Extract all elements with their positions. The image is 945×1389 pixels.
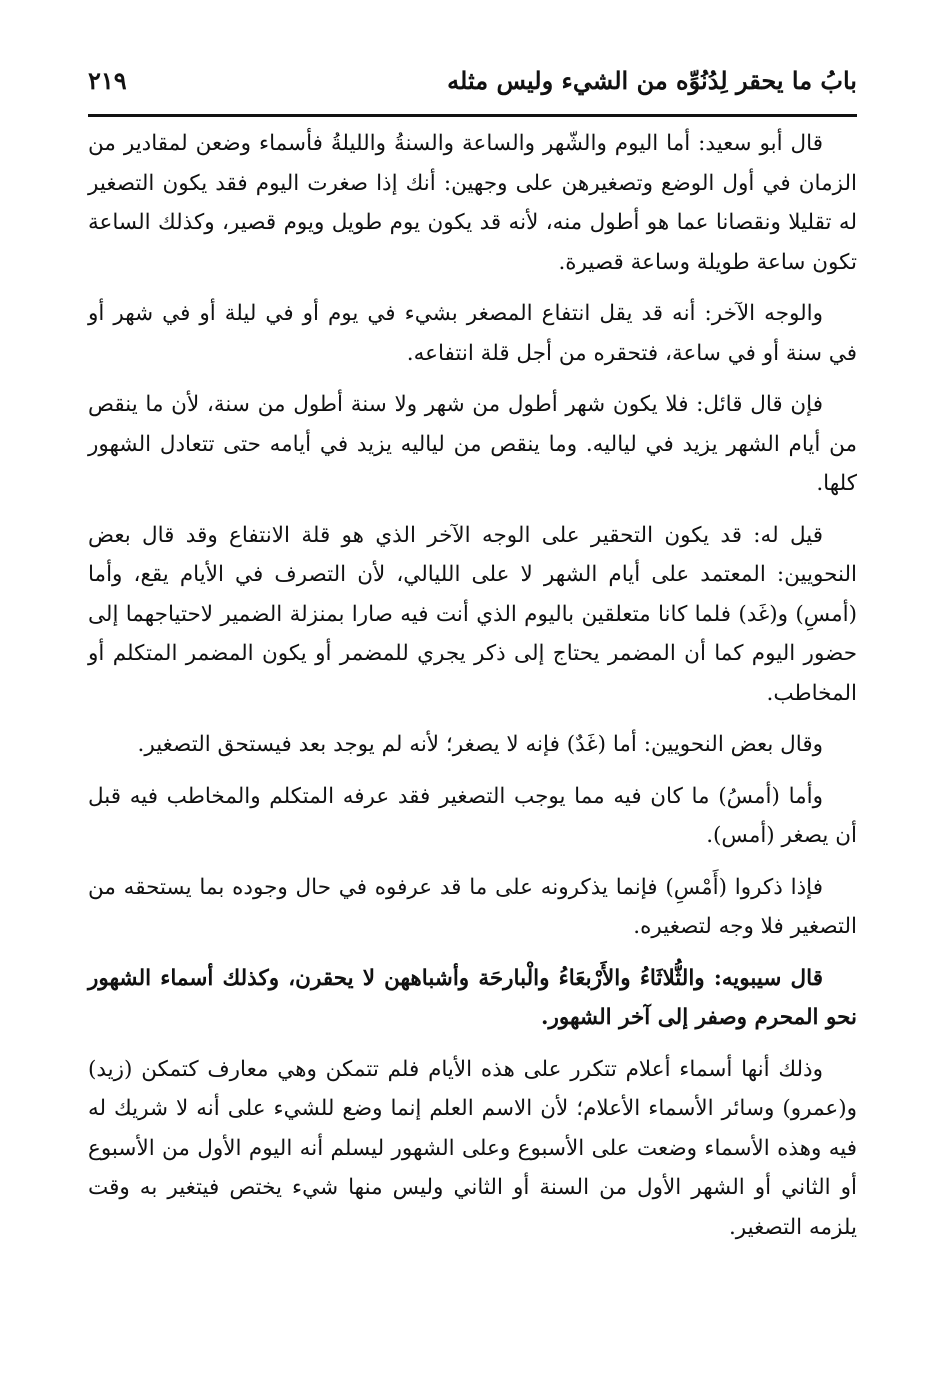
page-number: ٢١٩	[88, 66, 127, 95]
paragraph: فإن قال قائل: فلا يكون شهر أطول من شهر ولا سنة أطول من سنة، لأن ما ينقص من أيام الشهر يزيد في لياليه. وما ينقص من لياليه يزيد في أيامه حتى تتعادل الشهور كلها.	[88, 392, 857, 496]
running-title: بابُ ما يحقر لِدُنُوِّه من الشيء وليس مثله	[447, 66, 857, 95]
header-rule	[88, 114, 857, 117]
paragraph: فإذا ذكروا (أَمْسِ) فإنما يذكرونه على ما قد عرفوه في حال وجوده بما يستحقه من التصغير فلا وجه لتصغيره.	[88, 874, 857, 939]
paragraph: قال أبو سعيد: أما اليوم والشّهر والساعة والسنةُ والليلةُ فأسماء وضعن لمقادير من الزمان في أول الوضع وتصغيرهن على وجهين: أنك إذا صغرت اليوم فقد يكون التصغير له تقليلا ونقصانا عما هو أطول منه، لأنه قد يكون يوم طويل ويوم قصير، وكذلك الساعة تكون ساعة طويلة وساعة قصيرة.	[88, 131, 857, 275]
body-text	[88, 124, 857, 1259]
sibawayh-quote-paragraph: قال سيبويه: والثُّلاثَاءُ والأَرْبعَاءُ والْبارحَة وأشباههن لا يحقرن، وكذلك أسماء الشهور نحو المحرم وصفر إلى آخر الشهور.	[88, 965, 857, 1030]
paragraph: وأما (أمسُ) ما كان فيه مما يوجب التصغير فقد عرفه المتكلم والمخاطب فيه قبل أن يصغر (أمس).	[88, 783, 857, 848]
paragraph: قيل له: قد يكون التحقير على الوجه الآخر الذي هو قلة الانتفاع وقد قال بعض النحويين: المعتمد على أيام الشهر لا على الليالي، لأن التصرف في الأيام يقع، وأما (أمسِ) و(غَد) فلما كانا متعلقين باليوم الذي أنت فيه صارا بمنزلة الضمير لاحتياجهما إلى حضور اليوم كما أن المضمر يحتاج إلى ذكر يجري للمضمر أو يكون المضمر المتكلم أو المخاطب.	[88, 522, 857, 706]
paragraph: والوجه الآخر: أنه قد يقل انتفاع المصغر بشيء في يوم أو في ليلة أو في شهر أو في سنة أو في ساعة، فتحقره من أجل قلة انتفاعه.	[88, 301, 857, 366]
paragraph: وقال بعض النحويين: أما (غَدٌ) فإنه لا يصغر؛ لأنه لم يوجد بعد فيستحق التصغير.	[137, 732, 823, 757]
page-header	[88, 58, 857, 108]
paragraph: وذلك أنها أسماء أعلام تتكرر على هذه الأيام فلم تتمكن وهي معارف كتمكن (زيد) و(عمرو) وسائر الأسماء الأعلام؛ لأن الاسم العلم إنما وضع للشيء على أنه لا شريك له فيه وهذه الأسماء وضعت على الأسبوع وعلى الشهور ليسلم أنه اليوم الأول من الأسبوع أو الثاني أو الشهر الأول من السنة أو الثاني وليس منها شيء يختص فيتغير به وقت يلزمه التصغير.	[88, 1056, 857, 1240]
